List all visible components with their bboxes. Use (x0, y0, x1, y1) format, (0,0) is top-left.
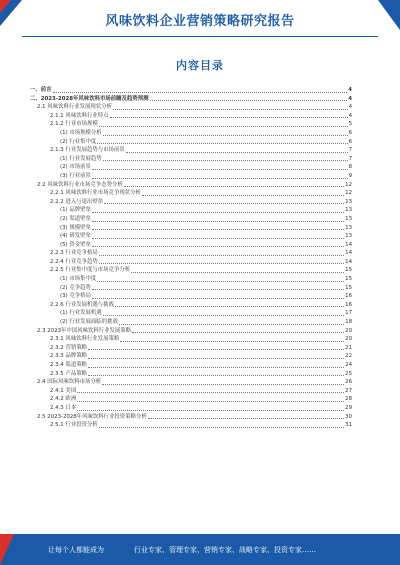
toc-entry[interactable] (30, 163, 352, 172)
toc-leader-dots (77, 391, 344, 393)
toc-page-number: 14 (345, 241, 352, 248)
toc-leader-dots (102, 383, 344, 385)
toc-entry-title: (2) 市场前景 (60, 164, 91, 171)
toc-leader-dots (53, 91, 348, 93)
toc-entry-title: (2) 行业发展面临的挑战 (60, 319, 118, 326)
toc-entry[interactable] (30, 335, 352, 344)
toc-entry-title: 二、2023-2028年风味饮料市场前瞻及趋势预测 (30, 95, 149, 102)
toc-leader-dots (92, 220, 344, 222)
toc-entry[interactable] (30, 112, 352, 121)
toc-leader-dots (77, 409, 344, 411)
toc-leader-dots (110, 116, 348, 118)
toc-entry[interactable] (30, 95, 352, 104)
toc-leader-dots (113, 108, 348, 110)
toc-page-number: 4 (348, 87, 352, 93)
toc-entry[interactable] (30, 387, 352, 396)
toc-page-number: 30 (345, 413, 352, 420)
toc-leader-dots (103, 314, 344, 316)
toc-leader-dots (88, 374, 344, 376)
toc-entry[interactable] (30, 258, 352, 267)
toc-leader-dots (120, 340, 344, 342)
toc-entry[interactable] (30, 284, 352, 293)
toc-entry[interactable] (30, 327, 352, 336)
toc-leader-dots (77, 400, 344, 402)
toc-page-number: 15 (345, 267, 352, 274)
toc-leader-dots (126, 151, 348, 153)
toc-page-number: 6 (348, 129, 352, 136)
toc-leader-dots (92, 245, 344, 247)
toc-entry[interactable] (30, 103, 352, 112)
toc-leader-dots (99, 426, 344, 428)
toc-page-number: 12 (345, 181, 352, 188)
toc-entry[interactable] (30, 138, 352, 147)
toc-leader-dots (92, 288, 344, 290)
toc-entry-title: 2.2.5 行业集中度与市场竞争分析 (50, 267, 131, 274)
toc-entry-title: 2.4 国际风味饮料市场分析 (37, 379, 102, 386)
toc-leader-dots (92, 211, 344, 213)
toc-entry-title: 2.3.2 营销策略 (50, 344, 87, 351)
toc-page-number: 26 (345, 379, 352, 386)
toc-page-number: 13 (345, 198, 352, 205)
toc-page-number: 16 (345, 293, 352, 300)
toc-entry[interactable] (30, 172, 352, 181)
toc-entry-title: 2.2.2 进入与退出壁垒 (50, 198, 104, 205)
page-header (0, 0, 400, 37)
toc-page-number: 29 (345, 404, 352, 411)
toc-entry-title: (3) 规模壁垒 (60, 224, 91, 231)
toc-entry-title: 2.1.1 风味饮料行业特点 (50, 112, 109, 119)
toc-entry[interactable] (30, 232, 352, 241)
toc-entry-title: (4) 研发壁垒 (60, 233, 91, 240)
toc-entry[interactable] (30, 378, 352, 387)
toc-leader-dots (148, 417, 344, 419)
toc-page-number: 15 (345, 284, 352, 291)
toc-leader-dots (104, 202, 344, 204)
toc-entry[interactable] (30, 215, 352, 224)
toc-entry[interactable] (30, 370, 352, 379)
toc-page-number: 31 (345, 422, 352, 429)
toc-page-number: 17 (345, 310, 352, 317)
toc-entry-title: 2.1 风味饮料行业发展现状分析 (37, 104, 112, 111)
toc-entry-title: (1) 品牌壁垒 (60, 207, 91, 214)
toc-page-number: 28 (345, 396, 352, 403)
toc-page-number: 16 (345, 301, 352, 308)
toc-leader-dots (99, 262, 344, 264)
toc-entry[interactable] (30, 189, 352, 198)
toc-entry-title: 2.5.1 行业投资分析 (50, 422, 98, 429)
toc-entry[interactable] (30, 224, 352, 233)
toc-entry-title: (1) 行业发展趋势 (60, 155, 102, 162)
toc-leader-dots (150, 99, 348, 101)
toc-entry[interactable] (30, 421, 352, 430)
toc-entry[interactable] (30, 155, 352, 164)
toc-entry-title: 一、前言 (30, 87, 52, 93)
toc-page-number: 12 (345, 190, 352, 197)
toc-page-number: 13 (345, 215, 352, 222)
toc-leader-dots (103, 134, 348, 136)
header-divider (22, 36, 378, 37)
toc-page-number: 18 (345, 319, 352, 326)
header-corner-right (378, 0, 400, 30)
toc-entry[interactable] (30, 361, 352, 370)
toc-leader-dots (119, 323, 344, 325)
toc-entry[interactable] (30, 241, 352, 250)
toc-entry[interactable] (30, 344, 352, 353)
toc-page-number: 4 (348, 95, 352, 102)
toc-entry[interactable] (30, 301, 352, 310)
toc-page-number: 13 (345, 207, 352, 214)
toc-entry[interactable] (30, 146, 352, 155)
toc-leader-dots (124, 185, 344, 187)
toc-leader-dots (92, 297, 344, 299)
toc-page-number: 22 (345, 353, 352, 360)
toc-leader-dots (97, 142, 347, 144)
toc-entry-title: 2.5 2023-2028年风味饮料行业投资策略分析 (37, 413, 147, 420)
toc-leader-dots (99, 254, 344, 256)
toc-entry-title: 2.2.4 行业竞争趋势 (50, 258, 98, 265)
toc-page-number: 4 (348, 104, 352, 111)
toc-page-number: 20 (345, 327, 352, 334)
toc-title: 内容目录 (176, 59, 224, 72)
toc-entry[interactable] (30, 181, 352, 190)
toc-entry[interactable] (30, 404, 352, 413)
footer-slogan: 让每个人都能成为 (48, 546, 104, 554)
toc-entry[interactable] (30, 206, 352, 215)
toc-entry-title: (2) 渠道壁垒 (60, 215, 91, 222)
toc-page-number: 14 (345, 250, 352, 257)
report-title: 风味饮料企业营销策略研究报告 (105, 14, 295, 29)
footer-accent-stripe (0, 534, 14, 565)
toc-entry-title: (2) 行业集中度 (60, 138, 97, 145)
toc-entry[interactable] (30, 129, 352, 138)
toc-entry[interactable] (30, 413, 352, 422)
toc-entry[interactable] (30, 249, 352, 258)
toc-entry-title: (3) 行业前景 (60, 172, 91, 179)
toc-entry-title: 2.2.3 行业竞争格局 (50, 250, 98, 257)
toc-entry-title: 2.2 风味饮料行业市场竞争态势分析 (37, 181, 123, 188)
toc-entry-title: (1) 行业发展机遇 (60, 310, 102, 317)
toc-leader-dots (103, 159, 348, 161)
toc-leader-dots (92, 237, 344, 239)
toc-entry-title: (1) 市场规模分析 (60, 129, 102, 136)
toc-entry-title: 2.3.1 风味饮料行业发展策略 (50, 336, 120, 343)
toc-leader-dots (92, 228, 344, 230)
toc-page-number: 13 (345, 233, 352, 240)
toc-entry-title: 2.2.6 行业发展机遇与挑战 (50, 301, 114, 308)
toc-entry-title: 2.4.2 欧洲 (50, 396, 77, 403)
toc-page-number: 14 (345, 258, 352, 265)
toc-entry[interactable] (30, 120, 352, 129)
toc-page-number: 20 (345, 336, 352, 343)
toc-entry[interactable] (30, 309, 352, 318)
toc-page-number: 7 (348, 147, 352, 154)
toc-leader-dots (99, 125, 348, 127)
toc-entry[interactable] (30, 395, 352, 404)
toc-leader-dots (142, 194, 344, 196)
toc-leader-dots (115, 305, 344, 307)
toc-entry-title: 2.1.3 行业发展趋势与市场前景 (50, 147, 125, 154)
toc-entry-title: 2.2.1 风味饮料行业市场竞争现状分析 (50, 190, 141, 197)
toc-page-number: 4 (348, 112, 352, 119)
toc-entry-title: (5) 资金壁垒 (60, 241, 91, 248)
toc-entry-title: 2.3.5 产品策略 (50, 370, 87, 377)
toc-leader-dots (92, 177, 348, 179)
toc-entry-title: 2.1.2 行业市场规模 (50, 121, 98, 128)
toc-entry-title: 2.4.1 美国 (50, 387, 77, 394)
toc-entry[interactable] (30, 292, 352, 301)
footer-roles: 行业专家、管理专家、营销专家、战略专家、投资专家…… (134, 546, 316, 554)
toc-page-number: 13 (345, 224, 352, 231)
toc-page-number: 15 (345, 276, 352, 283)
toc-entry[interactable] (30, 266, 352, 275)
toc-page-number: 25 (345, 370, 352, 377)
toc-page-number: 24 (345, 362, 352, 368)
toc-page-number: 6 (348, 138, 352, 145)
toc-entry-title: 2.3 2023年中国风味饮料行业发展策略 (37, 327, 132, 334)
toc-entry-title: 2.3.4 渠道策略 (50, 362, 87, 368)
toc-entry-title: (3) 竞争格局 (60, 293, 91, 300)
toc-page-number: 9 (348, 172, 352, 179)
page-footer (0, 534, 400, 565)
toc-leader-dots (132, 331, 344, 333)
toc-leader-dots (88, 366, 344, 368)
toc-entry[interactable] (30, 86, 352, 95)
toc-page-number: 8 (348, 164, 352, 171)
toc-leader-dots (131, 271, 344, 273)
toc-leader-dots (88, 357, 344, 359)
toc-entry[interactable] (30, 275, 352, 284)
toc-page-number: 27 (345, 387, 352, 394)
toc-entry-title: (1) 市场集中度 (60, 276, 97, 283)
toc-entry[interactable] (30, 198, 352, 207)
toc-page-number: 7 (348, 155, 352, 162)
toc-entry-title: 2.4.3 日本 (50, 404, 77, 411)
toc-entry-title: (2) 竞争趋势 (60, 284, 91, 291)
toc-entry[interactable] (30, 352, 352, 361)
toc-page-number: 5 (348, 121, 352, 128)
toc-entry-title: 2.3.3 品牌策略 (50, 353, 87, 360)
toc-leader-dots (88, 348, 344, 350)
toc-entry[interactable] (30, 318, 352, 327)
toc-leader-dots (97, 280, 344, 282)
table-of-contents (30, 86, 352, 430)
toc-leader-dots (92, 168, 348, 170)
toc-page-number: 21 (345, 344, 352, 351)
